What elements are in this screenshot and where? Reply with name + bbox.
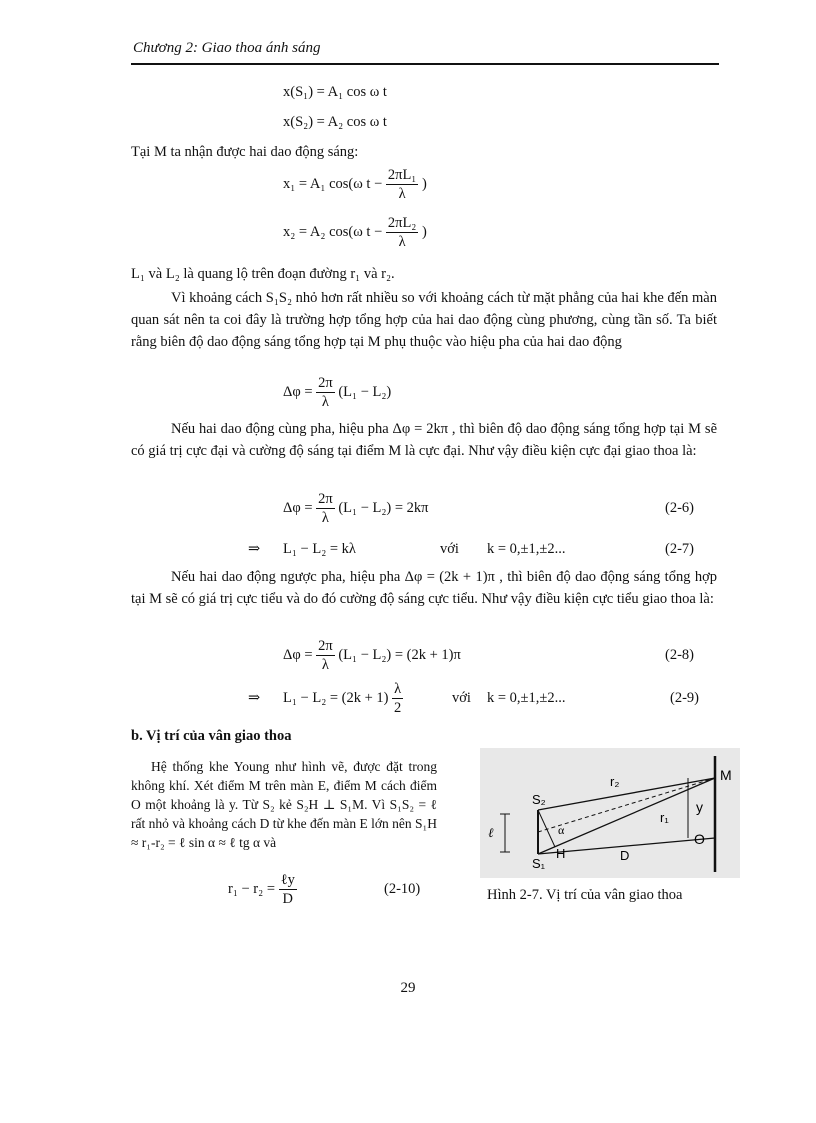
eq26-right: (L₁ − L₂) = 2kπ xyxy=(338,499,429,516)
page-number: 29 xyxy=(400,980,416,996)
young-slit-diagram xyxy=(480,748,740,878)
label-s1: S₁ xyxy=(532,856,546,871)
eq29-arrow: ⇒ xyxy=(248,690,261,706)
paragraph-1: Vì khoảng cách S₁S₂ nhỏ hơn rất nhiều so với khoảng cách từ mặt phẳng của hai khe đến màn quan sát nên ta coi đây là trường hợp tổng hợp của hai dao động cùng phương, cùng tần số. Ta biết rằng biên độ dao động sáng tổng hợp tại M phụ thuộc vào hiệu pha của hai dao động xyxy=(131,290,717,350)
x1-right: ) xyxy=(421,175,427,192)
eq27-arrow: ⇒ xyxy=(248,541,261,557)
figure-caption: Hình 2-7. Vị trí của vân giao thoa xyxy=(487,887,683,903)
dphi-numerator: 2π xyxy=(318,375,333,391)
eq27-k-values: k = 0,±1,±2... xyxy=(487,541,566,557)
equation-number-2-6: (2-6) xyxy=(665,500,694,516)
eq28-denominator: λ xyxy=(321,657,329,673)
x2-numerator: 2πL₂ xyxy=(387,215,417,231)
x2-right: ) xyxy=(421,223,427,240)
eq29-denominator: 2 xyxy=(394,700,402,716)
dphi-right: (L₁ − L₂) xyxy=(338,383,392,400)
eq29-numerator: λ xyxy=(394,681,402,697)
eq27-with: với xyxy=(440,541,459,557)
eq27-main: L₁ − L₂ = kλ xyxy=(283,541,356,557)
eq26-denominator: λ xyxy=(321,510,329,526)
eq26-fraction xyxy=(316,490,335,527)
chapter-header: Chương 2: Giao thoa ánh sáng xyxy=(133,40,321,56)
dphi-fraction xyxy=(316,374,335,411)
x1-fraction xyxy=(386,166,418,203)
eq210-numerator: ℓy xyxy=(280,872,295,888)
label-d: D xyxy=(620,848,630,863)
equation-x1 xyxy=(283,166,427,203)
label-o: O xyxy=(694,831,705,847)
label-s2: S₂ xyxy=(532,792,546,807)
eq29-k-values: k = 0,±1,±2... xyxy=(487,690,566,706)
eq29-fraction xyxy=(392,680,403,717)
section-heading: b. Vị trí của vân giao thoa xyxy=(131,728,292,744)
dphi-denominator: λ xyxy=(321,394,329,410)
dphi-left: Δφ = xyxy=(283,383,313,400)
section-b-paragraph: Hệ thống khe Young như hình vẽ, được đặt trong không khí. Xét điểm M trên màn E, điểm M cách điểm O một khoảng là y. Từ S₂ kẻ S₂H ⊥ S₁M. Vì S₁S₂ = ℓ rất nhỏ và khoảng cách D từ khe đến màn E lớn nên S₁H ≈ r₁-r₂ = ℓ sin α ≈ ℓ tg α và xyxy=(131,759,437,850)
x1-numerator: 2πL₁ xyxy=(387,167,417,183)
equation-xs2: x(S₂) = A₂ cos ω t xyxy=(283,114,387,130)
label-alpha: α xyxy=(558,823,565,837)
label-r2: r₂ xyxy=(610,774,620,789)
label-m: M xyxy=(720,767,732,783)
x1-denominator: λ xyxy=(398,186,406,202)
eq28-numerator: 2π xyxy=(318,638,333,654)
equation-number-2-9: (2-9) xyxy=(670,690,699,706)
equation-2-8 xyxy=(283,637,461,674)
equation-2-10 xyxy=(228,871,297,908)
eq210-denominator: D xyxy=(282,891,293,907)
x2-fraction xyxy=(386,214,418,251)
eq28-right: (L₁ − L₂) = (2k + 1)π xyxy=(338,646,461,663)
equation-number-2-10: (2-10) xyxy=(384,881,421,897)
intro-text: Tại M ta nhận được hai dao động sáng: xyxy=(131,144,359,160)
header-rule xyxy=(131,63,719,65)
equation-number-2-8: (2-8) xyxy=(665,647,694,663)
equation-x2 xyxy=(283,214,427,251)
equation-dphi xyxy=(283,374,391,411)
eq210-left: r₁ − r₂ = xyxy=(228,880,275,897)
eq26-left: Δφ = xyxy=(283,499,313,516)
eq28-fraction xyxy=(316,637,335,674)
label-r1: r₁ xyxy=(660,810,669,825)
x2-denominator: λ xyxy=(398,234,406,250)
label-ell: ℓ xyxy=(488,825,494,840)
eq29-main: L₁ − L₂ = (2k + 1) xyxy=(283,689,389,706)
label-y: y xyxy=(696,799,703,815)
equation-xs1: x(S₁) = A₁ cos ω t xyxy=(283,84,387,100)
paragraph-3: Nếu hai dao động ngược pha, hiệu pha Δφ = (2k + 1)π , thì biên độ dao động sáng tổng hợp tại M sẽ có giá trị cực tiểu và do đó cường độ sáng cực tiểu. Như vậy điều kiện cực tiểu giao thoa là: xyxy=(131,569,717,607)
x2-left: x₂ = A₂ cos(ω t − xyxy=(283,223,383,240)
x1-left: x₁ = A₁ cos(ω t − xyxy=(283,175,383,192)
eq26-numerator: 2π xyxy=(318,491,333,507)
eq210-fraction xyxy=(279,871,297,908)
equation-2-6 xyxy=(283,490,429,527)
eq28-left: Δφ = xyxy=(283,646,313,663)
eq29-with: với xyxy=(452,690,471,706)
paragraph-2: Nếu hai dao động cùng pha, hiệu pha Δφ = 2kπ , thì biên độ dao động sáng tổng hợp tại M sẽ có giá trị cực đại và cường độ sáng tại điểm M là cực đại. Như vậy điều kiện cực đại giao thoa là: xyxy=(131,421,717,459)
equation-2-9 xyxy=(283,680,403,717)
l-definition: L₁ và L₂ là quang lộ trên đoạn đường r₁ và r₂. xyxy=(131,266,395,282)
equation-number-2-7: (2-7) xyxy=(665,541,694,557)
label-h: H xyxy=(556,846,566,861)
